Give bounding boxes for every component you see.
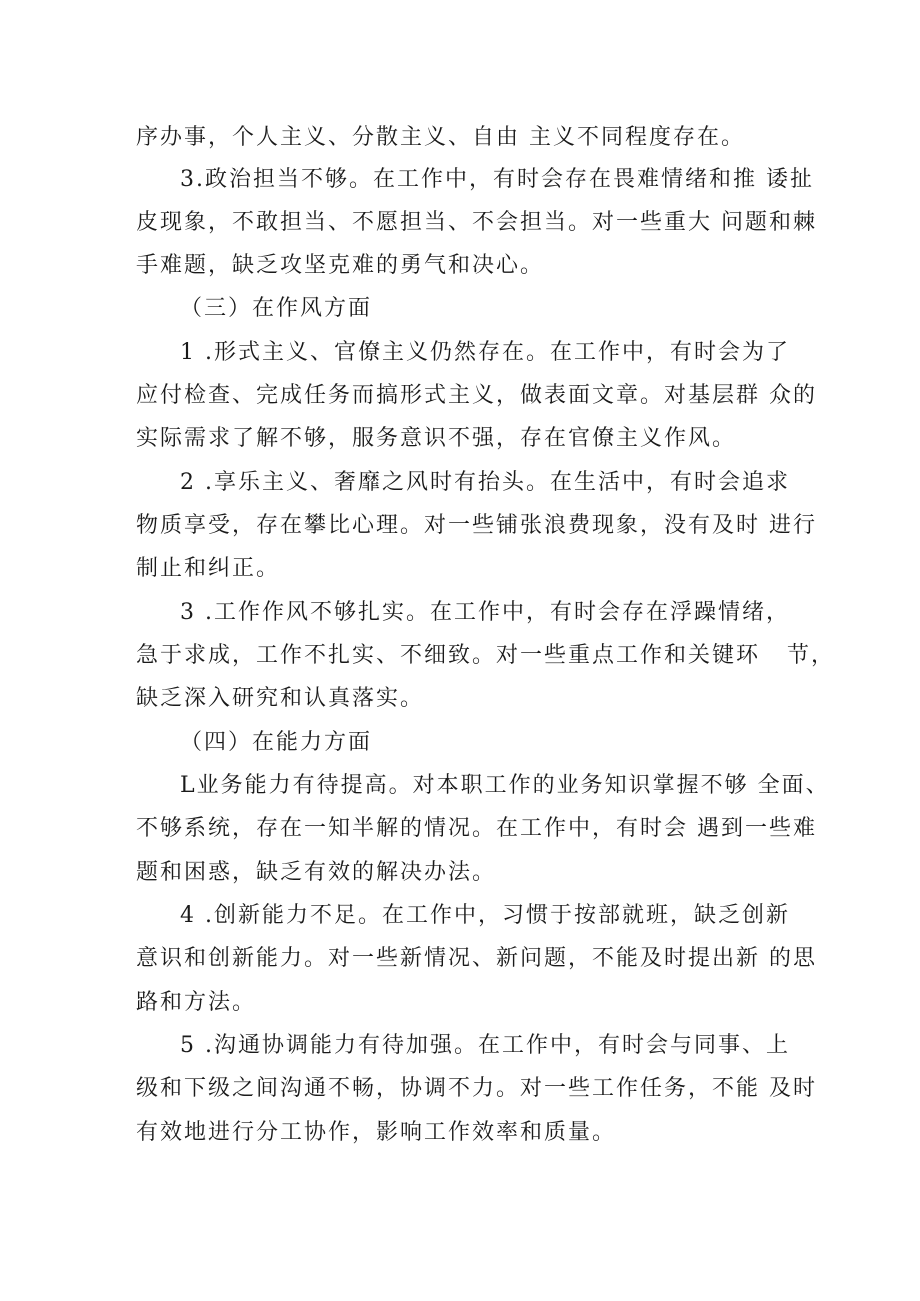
text-line: 皮现象，不敢担当、不愿担当、不会担当。对一些重大 问题和棘 [136, 210, 817, 235]
text-line: L业务能力有待提高。对本职工作的业务知识掌握不够 全面、 [180, 773, 830, 798]
text-line: 不够系统，存在一知半解的情况。在工作中，有时会 遇到一些难 [136, 816, 817, 841]
text-line: 意识和创新能力。对一些新情况、新问题，不能及时提出新 的思 [136, 946, 817, 971]
text-line: 2 .享乐主义、奢靡之风时有抬头。在生活中，有时会追求 [180, 470, 790, 495]
text-line: 有效地进行分工协作，影响工作效率和质量。 [136, 1120, 617, 1145]
text-line: 1 .形式主义、官僚主义仍然存在。在工作中，有时会为了 [180, 340, 790, 365]
text-line: 应付检查、完成任务而搞形式主义，做表面文章。对基层群 众的 [136, 383, 817, 408]
text-line: 路和方法。 [136, 990, 257, 1015]
text-line: 制止和纠正。 [136, 556, 281, 581]
text-line: 4 .创新能力不足。在工作中，习惯于按部就班，缺乏创新 [180, 903, 790, 928]
text-line: 5 .沟通协调能力有待加强。在工作中，有时会与同事、上 [180, 1033, 790, 1058]
text-line: 缺乏深入研究和认真落实。 [136, 686, 425, 711]
text-line: 物质享受，存在攀比心理。对一些铺张浪费现象，没有及时 进行 [136, 513, 817, 538]
section-heading: （四）在能力方面 [180, 730, 373, 755]
text-line: 3 .工作作风不够扎实。在工作中，有时会存在浮躁情绪， [180, 600, 790, 625]
section-heading: （三）在作风方面 [180, 296, 373, 321]
text-line: 实际需求了解不够，服务意识不强，存在官僚主义作风。 [136, 426, 737, 451]
text-line: 级和下级之间沟通不畅，协调不力。对一些工作任务，不能 及时 [136, 1076, 817, 1101]
text-line: 急于求成，工作不扎实、不细致。对一些重点工作和关键环 节， [136, 643, 835, 668]
text-line: 3.政治担当不够。在工作中，有时会存在畏难情绪和推 诿扯 [180, 167, 814, 192]
text-line: 手难题，缺乏攻坚克难的勇气和决心。 [136, 253, 545, 278]
text-line: 题和困惑，缺乏有效的解决办法。 [136, 860, 497, 885]
text-line: 序办事，个人主义、分散主义、自由 主义不同程度存在。 [136, 125, 745, 150]
